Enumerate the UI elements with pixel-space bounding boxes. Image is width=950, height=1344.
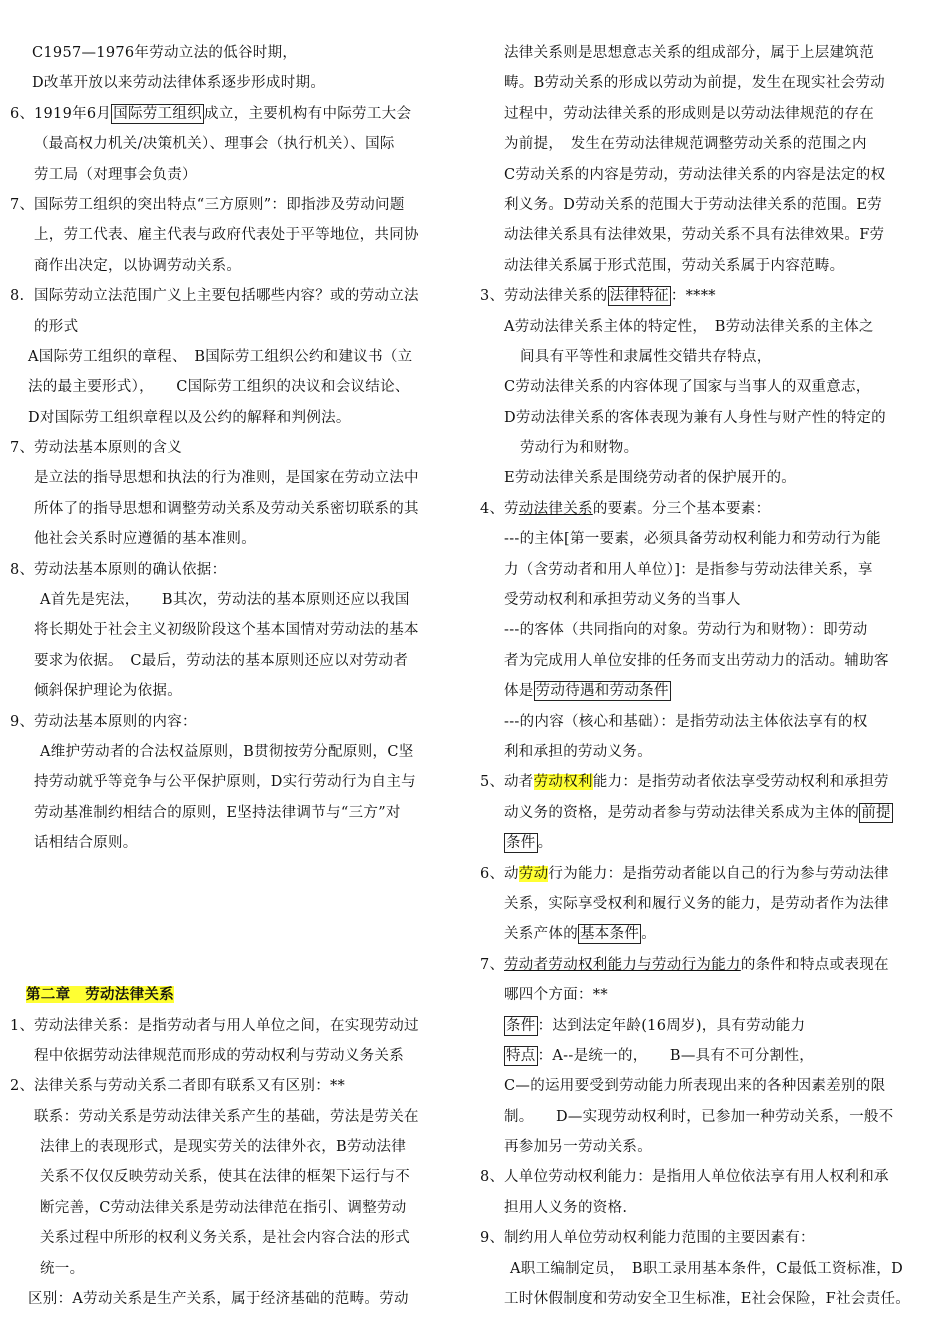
chapter-title: 第二章 劳动法律关系: [26, 986, 174, 1004]
item-5-labour-right-capacity: [480, 767, 925, 797]
item-text: 人单位劳动权利能力：是指用人单位依法享有用人权利和承: [504, 1169, 889, 1186]
item-number: 7、: [10, 196, 35, 213]
text-line: 法的最主要形式）， C国际劳工组织的决议和会议结论、: [28, 379, 410, 396]
text-line: 断完善，C劳动法律关系是劳动法律范在指引、调整劳动: [40, 1199, 407, 1216]
text-line: 动法律关系属于形式范围，劳动关系属于内容范畴。: [504, 257, 845, 274]
item-number: 9、: [10, 713, 35, 730]
text-line: D改革开放以来劳动法律体系逐步形成时期。: [32, 75, 326, 92]
highlighted-term: 劳动权利: [533, 774, 593, 791]
text-line: C1957—1976年劳动立法的低谷时期，: [32, 45, 298, 61]
item-9-principles-content: [10, 707, 455, 737]
item-text: 成立，主要机构有中际劳工大会: [204, 105, 412, 122]
item-number: 8、: [10, 561, 35, 578]
chapter-item-2: [10, 1071, 455, 1101]
text-line: A职工编制定员， B职工录用基本条件，C最低工资标准，D: [510, 1260, 903, 1277]
item-text: 法律关系与劳动关系二者即有联系又有区别：**: [34, 1078, 346, 1095]
text-line: [480, 1011, 925, 1041]
text-line: [480, 919, 925, 949]
boxed-term: 特点: [506, 1047, 536, 1064]
item-8-principles-basis: [10, 555, 455, 585]
text-line: 持劳动就乎等竞争与公平保护原则，D实行劳动行为自主与: [34, 774, 416, 791]
item-number: 3、: [480, 288, 505, 305]
text-line: 程中依据劳动法律规范而形成的劳动权利与劳动义务关系: [34, 1047, 404, 1064]
item-number: 8、: [480, 1169, 505, 1186]
text-line: 受劳动权利和承担劳动义务的当事人: [504, 592, 741, 609]
text-line: 关系不仅仅反映劳动关系，使其在法律的框架下运行与不: [40, 1169, 410, 1186]
item-text: 劳动法律关系的: [504, 288, 608, 305]
text-line: 法律上的表现形式，是现实劳关的法律外衣，B劳动法律: [40, 1139, 407, 1156]
item-7-tripartite: [10, 190, 455, 220]
text-line: E劳动法律关系是围绕劳动者的保护展开的。: [504, 470, 797, 487]
item-text: 动者: [504, 774, 534, 791]
item-text: 的条件和特点或表现在: [740, 956, 889, 973]
underlined-term: 劳动者劳动权利能力与劳动行为能力: [504, 956, 741, 973]
item-number: 4、: [480, 500, 505, 517]
text-line: 畴。B劳动关系的形成以劳动为前提，发生在现实社会劳动: [504, 75, 885, 92]
item-text: 国际劳工组织的突出特点“三方原则”：即指涉及劳动问题: [34, 196, 405, 213]
text-line: ---的主体[第一要素，必须具备劳动权利能力和劳动行为能: [504, 531, 881, 548]
text-line: 统一。: [40, 1260, 85, 1277]
text-line: 工时休假制度和劳动安全卫生标准，E社会保险，F社会责任。: [504, 1291, 911, 1308]
item-3-legal-features: [480, 281, 925, 311]
text-line: D劳动法律关系的客体表现为兼有人身性与财产性的特定的: [504, 409, 886, 426]
item-text: 。: [641, 926, 657, 943]
item-text: 动义务的资格，是劳动者参与劳动法律关系成为主体的: [504, 804, 860, 821]
item-text: ：A--是统一的， B—具有不可分割性，: [537, 1047, 815, 1064]
text-line: 上，劳工代表、雇主代表与政府代表处于平等地位，共同协: [34, 227, 419, 244]
text-line: 商作出决定，以协调劳动关系。: [34, 257, 242, 274]
text-line: 联系：劳动关系是劳动法律关系产生的基础，劳法是劳关在: [34, 1108, 419, 1125]
text-line: 话相结合原则。: [34, 835, 138, 852]
item-number: 6、: [480, 865, 505, 882]
item-number: 5、: [480, 774, 505, 791]
boxed-term: 条件: [506, 1017, 536, 1034]
text-line: 力（含劳动者和用人单位）]：是指参与劳动法律关系，享: [504, 561, 873, 578]
item-9-constraint-factors: [480, 1223, 925, 1253]
text-line: A劳动法律关系主体的特定性， B劳动法律关系的主体之: [504, 318, 874, 335]
item-text: 劳动法基本原则的内容：: [34, 713, 197, 730]
item-text: 1919年6月: [34, 105, 112, 122]
text-line: 区别：A劳动关系是生产关系，属于经济基础的范畴。劳动: [28, 1291, 409, 1308]
text-line: 再参加另一劳动关系。: [504, 1139, 652, 1156]
item-4-elements: [480, 494, 925, 524]
boxed-term: 劳动待遇和劳动条件: [535, 683, 669, 700]
item-text: 劳动法基本原则的确认依据：: [34, 561, 227, 578]
text-line: 的形式: [34, 318, 79, 335]
item-7-basic-principles-meaning: [10, 433, 455, 463]
item-number: 7、: [10, 440, 35, 457]
item-text: 劳: [504, 500, 519, 517]
item-7-capacity-conditions: [480, 950, 925, 980]
item-6-international-labour-org: [10, 99, 455, 129]
text-line: 者为完成用人单位安排的任务而支出劳动力的活动。辅助客: [504, 652, 889, 669]
text-line: 制。 D—实现劳动权利时，已参加一种劳动关系，一般不: [504, 1108, 894, 1125]
text-line: 法律关系则是思想意志关系的组成部分，属于上层建筑范: [504, 45, 874, 61]
item-text: 能力：是指劳动者依法享受劳动权利和承担劳: [592, 774, 889, 791]
item-text: 行为能力：是指劳动者能以自己的行为参与劳动法律: [548, 865, 889, 882]
boxed-term: 国际劳工组织: [113, 105, 203, 122]
chapter-heading: [10, 980, 455, 1010]
left-column: [10, 38, 455, 1314]
text-line: 他社会关系时应遵循的基本准则。: [34, 531, 256, 548]
item-6-labour-behaviour-capacity: [480, 859, 925, 889]
item-text: ：****: [670, 288, 716, 305]
underlined-term: 动法律关系: [518, 500, 593, 517]
text-line: 过程中，劳动法律关系的形成则是以劳动法律规范的存在: [504, 105, 874, 122]
boxed-term: 法律特征: [609, 288, 669, 305]
text-line: 关系，实际享受权利和履行义务的能力，是劳动者作为法律: [504, 895, 889, 912]
text-line: A国际劳工组织的章程、 B国际劳工组织公约和建议书（立: [28, 348, 413, 365]
item-number: 7、: [480, 956, 505, 973]
text-line: ---的内容（核心和基础）：是指劳动法主体依法享有的权: [504, 713, 868, 730]
item-text: 关系产体的: [504, 926, 578, 943]
item-text: 体是: [504, 683, 534, 700]
item-text: 动: [504, 865, 519, 882]
text-line: A首先是宪法， B其次，劳动法的基本原则还应以我国: [40, 592, 410, 609]
text-line: ---的客体（共同指向的对象。劳动行为和财物）：即劳动: [504, 622, 868, 639]
blank-space: [10, 859, 455, 981]
item-text: 劳动法律关系：是指劳动者与用人单位之间，在实现劳动过: [34, 1017, 419, 1034]
text-line: 关系过程中所形的权利义务关系，是社会内容合法的形式: [40, 1230, 410, 1247]
text-line: 倾斜保护理论为依据。: [34, 683, 182, 700]
chapter-item-1: [10, 1011, 455, 1041]
text-line: 劳动行为和财物。: [520, 440, 639, 457]
text-line: 是立法的指导思想和执法的行为准则，是国家在劳动立法中: [34, 470, 419, 487]
text-line: 利和承担的劳动义务。: [504, 743, 652, 760]
text-line: 劳动基准制约相结合的原则，E坚持法律调节与“三方”对: [34, 804, 401, 821]
item-number: 1、: [10, 1017, 35, 1034]
text-line: 所体了的指导思想和调整劳动关系及劳动关系密切联系的其: [34, 500, 419, 517]
text-line: 利义务。D劳动关系的范围大于劳动法律关系的范围。E劳: [504, 196, 883, 213]
boxed-term: 前提: [861, 804, 891, 821]
text-line: D对国际劳工组织章程以及公约的解释和判例法。: [28, 409, 351, 426]
text-line: C—的运用要受到劳动能力所表现出来的各种因素差别的限: [504, 1078, 886, 1095]
item-number: 6、: [10, 105, 35, 122]
text-line: [480, 676, 925, 706]
item-text: 劳动法基本原则的含义: [34, 440, 182, 457]
text-line: A维护劳动者的合法权益原则，B贯彻按劳分配原则，C坚: [40, 743, 414, 760]
text-line: 哪四个方面：**: [504, 987, 608, 1004]
text-line: [480, 828, 925, 858]
item-8-legislation-scope: [10, 281, 455, 311]
highlighted-term: 劳动: [518, 865, 549, 882]
item-text: ：达到法定年龄(16周岁)，具有劳动能力: [537, 1017, 806, 1034]
item-text: 。: [537, 835, 553, 852]
item-8-employer-capacity: [480, 1162, 925, 1192]
item-text: 制约用人单位劳动权利能力范围的主要因素有：: [504, 1230, 815, 1247]
text-line: （最高权力机关/决策机关）、理事会（执行机关）、国际: [34, 136, 395, 153]
boxed-term: 条件: [506, 835, 536, 852]
item-text: 国际劳动立法范围广义上主要包括哪些内容？或的劳动立法: [34, 288, 419, 305]
text-line: 为前提， 发生在劳动法律规范调整劳动关系的范围之内: [504, 136, 867, 153]
boxed-term: 基本条件: [580, 926, 640, 943]
text-line: C劳动法律关系的内容体现了国家与当事人的双重意志，: [504, 379, 871, 396]
right-column: [480, 38, 925, 1314]
text-line: [480, 798, 925, 828]
text-line: 劳工局（对理事会负责）: [34, 166, 197, 183]
text-line: 将长期处于社会主义初级阶段这个基本国情对劳动法的基本: [34, 622, 419, 639]
text-line: 动法律关系具有法律效果，劳动关系不具有法律效果。F劳: [504, 227, 885, 244]
text-line: 要求为依据。 C最后，劳动法的基本原则还应以对劳动者: [34, 652, 409, 669]
item-number: 9、: [480, 1230, 505, 1247]
item-number: 2、: [10, 1078, 35, 1095]
item-text: 的要素。分三个基本要素：: [592, 500, 771, 517]
text-line: C劳动关系的内容是劳动，劳动法律关系的内容是法定的权: [504, 166, 886, 183]
text-line: [480, 1041, 925, 1071]
text-line: 间具有平等性和隶属性交错共存特点，: [520, 348, 772, 365]
item-number: 8.: [10, 288, 25, 305]
text-line: 担用人义务的资格.: [504, 1199, 628, 1216]
